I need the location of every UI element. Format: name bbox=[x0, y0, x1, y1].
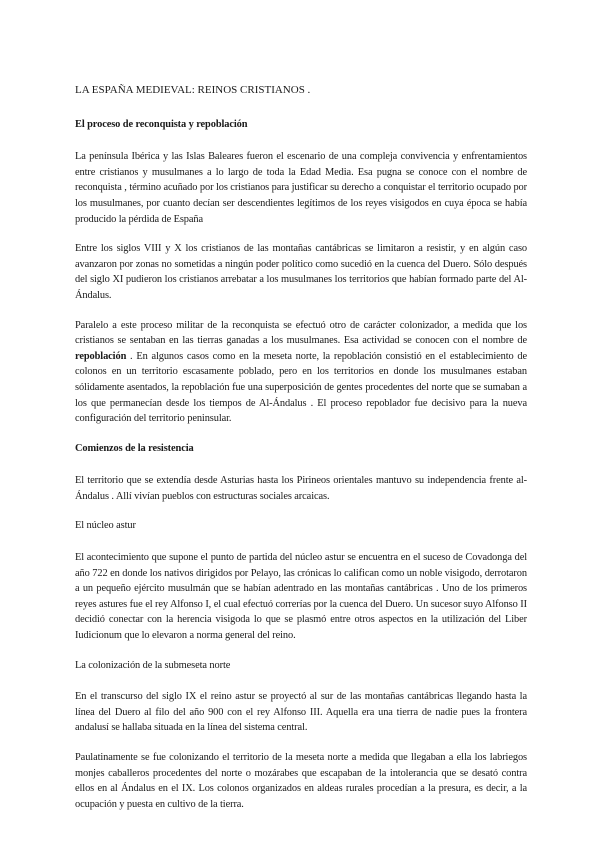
paragraph-3-text-b: . En algunos casos como en la meseta norte, la repoblación consistió en el establecimiento de colonos en un territorio escasamente poblado, pero en los territorios en donde los musulmanes estaban sólidamente asentados, la repoblación fue una superposición de gentes procedentes del norte que se sumaban a los que permanecían desde los tiempos de Al-Ándalus . El proceso repoblador fue decisivo para la nueva configuración del territorio peninsular. bbox=[75, 350, 527, 425]
paragraph-6: En el transcurso del siglo IX el reino astur se proyectó al sur de las montañas cantábricas llegando hasta la línea del Duero al filo del año 900 con el rey Alfonso III. Aquella era una tierra de nadie pues la frontera andalusí se hallaba situada en la línea del sistema central. bbox=[75, 691, 527, 734]
paragraph-3 bbox=[75, 318, 527, 427]
paragraph-4: El territorio que se extendía desde Asturias hasta los Pirineos orientales mantuvo su independencia frente al-Ándalus . Allí vivían pueblos con estructuras sociales arcaicas. bbox=[75, 475, 527, 502]
document-body bbox=[75, 83, 527, 826]
section-heading-resistencia: Comienzos de la resistencia bbox=[75, 442, 194, 454]
paragraph-7: Paulatinamente se fue colonizando el territorio de la meseta norte a medida que llegaban a ella los labriegos monjes caballeros procedentes del norte o mozárabes que escapaban de la intolerancia que se desató contra ellos en al Ándalus en el IX. Los colonos organizados en aldeas rurales procedían a la presura, es decir, a la ocupación y puesta en cultivo de la tierra. bbox=[75, 752, 527, 810]
repoblacion-term: repoblación bbox=[75, 350, 127, 362]
paragraph-3-text-a: Paralelo a este proceso militar de la reconquista se efectuó otro de carácter colonizador, a medida que los cristianos se sentaban en las tierras ganadas a los musulmanes. Esa actividad se conocen con el nombre de bbox=[75, 319, 527, 347]
paragraph-5: El acontecimiento que supone el punto de partida del núcleo astur se encuentra en el suceso de Covadonga del año 722 en donde los nativos dirigidos por Pelayo, las crónicas lo califican como un noble visigodo, derrotaron a un pequeño ejército musulmán que se habían adentrado en las montañas cantábricas . Uno de los primeros reyes astures fue el rey Alfonso I, el cual efectuó correrías por la cuenca del Duero. Un sucesor suyo Alfonso II decidió conectar con la herencia visigoda lo que se plasmó entre otros aspectos en la utilización del Liber Iudicionum que lo elevaron a norma general del reino. bbox=[75, 552, 527, 642]
paragraph-1: La península Ibérica y las Islas Baleares fueron el escenario de una compleja convivencia y enfrentamientos entre cristianos y musulmanes a lo largo de toda la Edad Media. Esa pugna se conoce con el nombre de reconquista , término acuñado por los cristianos para justificar su derecho a conquistar el territorio ocupado por los musulmanes, por cuanto decían ser descendientes legítimos de los reyes visigodos en cuya época se había producido la pérdida de España bbox=[75, 151, 527, 225]
document-title: LA ESPAÑA MEDIEVAL: REINOS CRISTIANOS . bbox=[75, 84, 311, 96]
paragraph-2: Entre los siglos VIII y X los cristianos de las montañas cantábricas se limitaron a resistir, y en algún caso avanzaron por zonas no sometidas a ningún poder político como sucedió en la cuenca del Duero. Sólo después del siglo XI pudieron los cristianos arrebatar a los musulmanes los territorios que habían formado parte del Al-Ándalus. bbox=[75, 243, 527, 301]
subheading-colonizacion: La colonización de la submeseta norte bbox=[75, 659, 231, 671]
subheading-nucleo-astur: El núcleo astur bbox=[75, 520, 136, 532]
section-heading-reconquista: El proceso de reconquista y repoblación bbox=[75, 118, 248, 130]
